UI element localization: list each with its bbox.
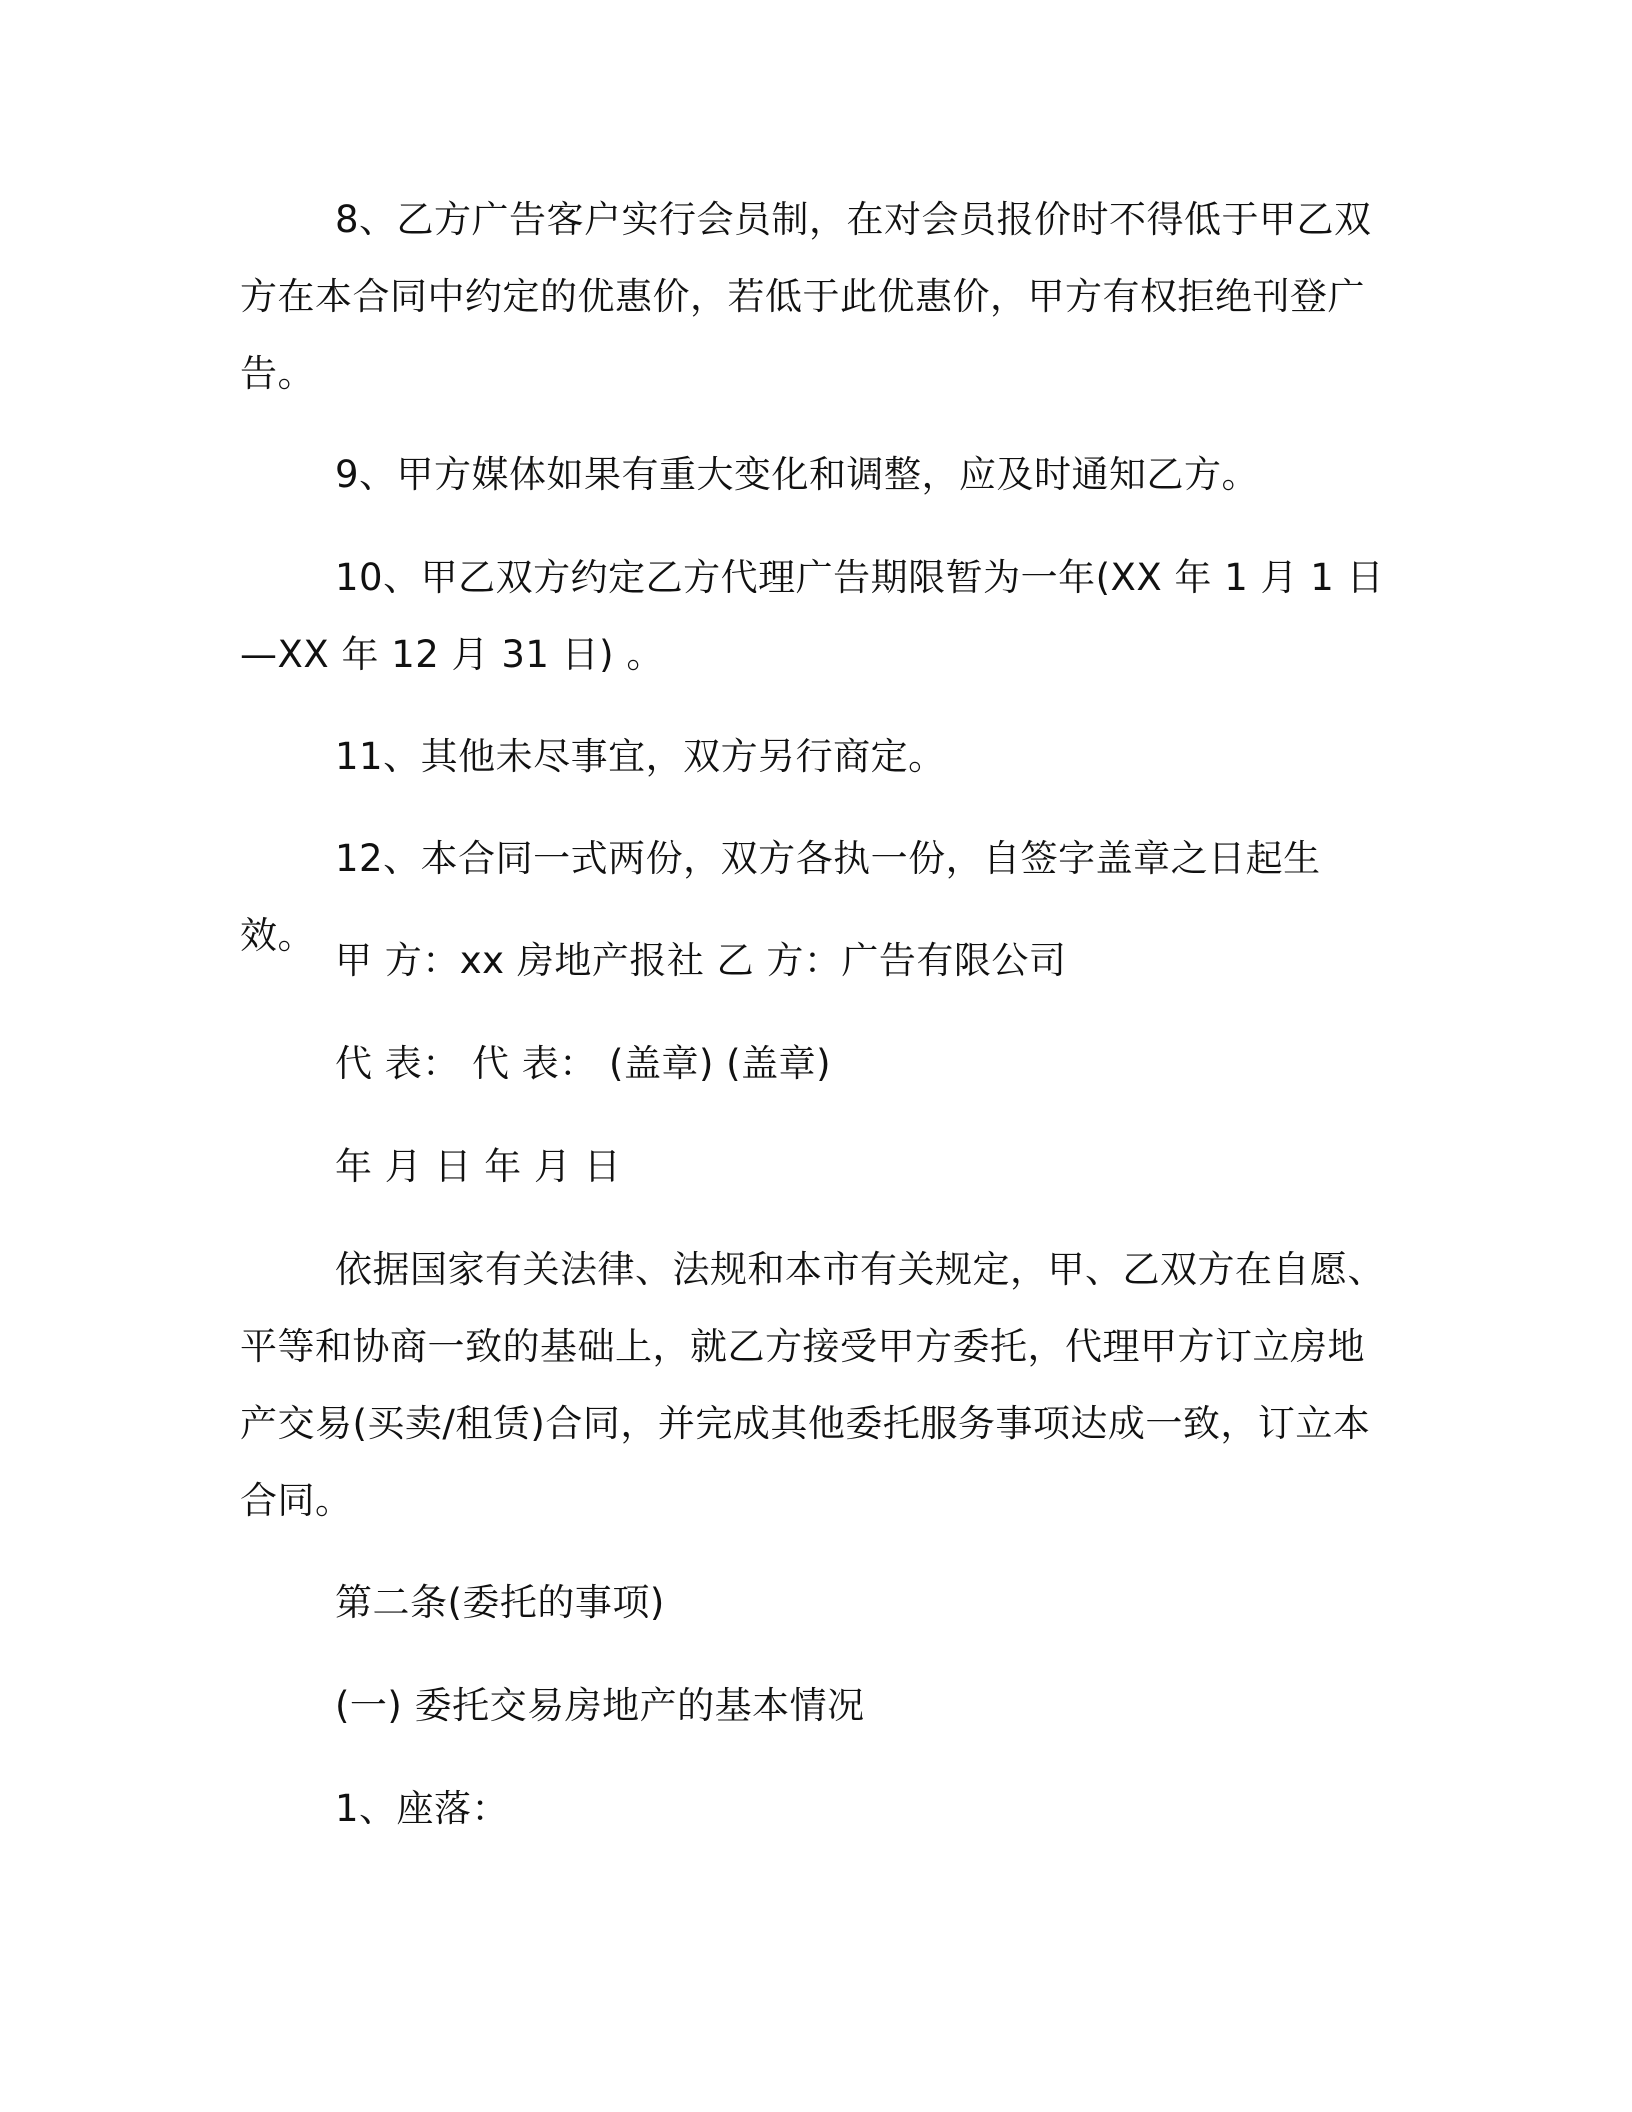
clause-10-paragraph: 10、甲乙双方约定乙方代理广告期限暂为一年(XX 年 1 月 1 日—XX 年 12 月 31 日) 。 (240, 556, 1385, 676)
section-1-heading: (一) 委托交易房地产的基本情况 (335, 1684, 865, 1727)
preamble-paragraph: 依据国家有关法律、法规和本市有关规定，甲、乙双方在自愿、平等和协商一致的基础上，就乙方接受甲方委托，代理甲方订立房地产交易(买卖/租赁)合同，并完成其他委托服务事项达成一致，订立本合同。 (240, 1248, 1385, 1522)
clause-12-paragraph: 12、本合同一式两份，双方各执一份，自签字盖章之日起生效。 (240, 837, 1321, 957)
article-2-heading: 第二条(委托的事项) (335, 1581, 665, 1624)
representative-seal-line: 代 表： 代 表： (盖章) (盖章) (335, 1042, 832, 1085)
clause-11-paragraph: 11、其他未尽事宜，双方另行商定。 (335, 735, 946, 778)
clause-9-paragraph: 9、甲方媒体如果有重大变化和调整，应及时通知乙方。 (335, 453, 1260, 496)
signing-date-line: 年 月 日 年 月 日 (335, 1145, 622, 1188)
party-names-line: 甲 方：xx 房地产报社 乙 方：广告有限公司 (335, 939, 1067, 982)
location-item: 1、座落： (335, 1787, 510, 1830)
clause-8-paragraph: 8、乙方广告客户实行会员制，在对会员报价时不得低于甲乙双方在本合同中约定的优惠价，若低于此优惠价，甲方有权拒绝刊登广告。 (240, 198, 1372, 395)
